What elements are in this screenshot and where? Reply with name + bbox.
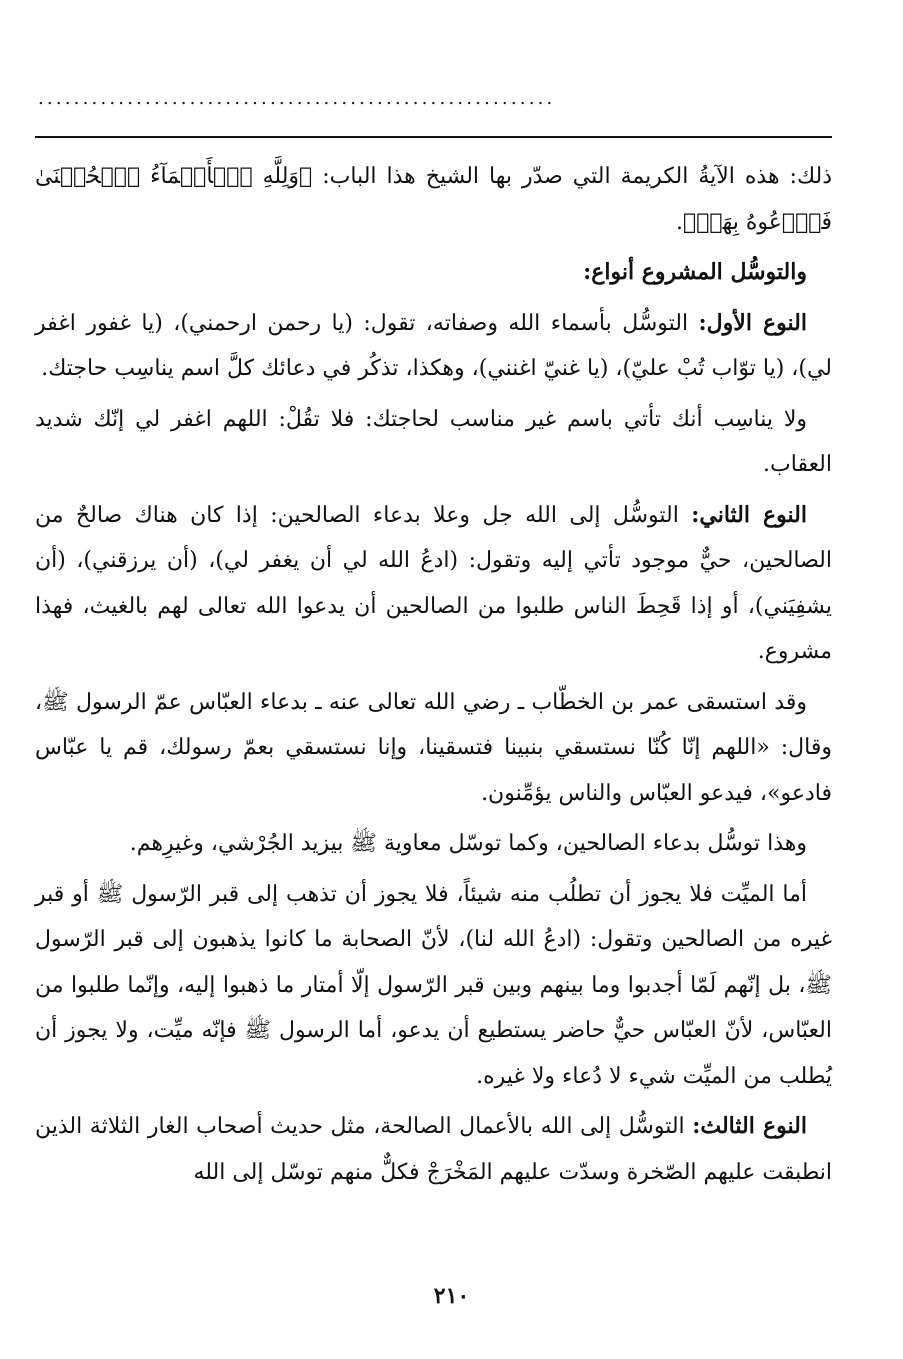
type-two-label: النوع الثاني:	[691, 501, 807, 528]
dotted-separator: ..........................................................	[38, 88, 556, 109]
header-rule	[35, 136, 832, 138]
type-three-label: النوع الثالث:	[692, 1113, 807, 1139]
page-number: ٢١٠	[433, 1283, 470, 1309]
type-one-label: النوع الأول:	[698, 309, 807, 336]
body-text	[35, 154, 832, 1200]
paragraph-type-three	[35, 1104, 832, 1195]
paragraph-type-one	[35, 301, 832, 392]
section-heading: والتوسُّل المشروع أنواع:	[583, 259, 807, 285]
paragraph-intro: ذلك: هذه الآيةُ الكريمة التي صدّر بها الشيخ هذا الباب: ﴿وَلِلَّهِ ٱلۡأَسۡمَآءُ ٱلۡحُسۡنَىٰ فَٱدۡعُوهُ بِهَاۖ﴾.	[35, 164, 832, 235]
type-one-text: التوسُّل بأسماء الله وصفاته، تقول: (يا رحمن ارحمني)، (يا غفور اغفر لي)، (يا توّاب تُبْ عليّ)، (يا غنيّ اغنني)، وهكذا، تذكُر في دعائك كلَّ اسم يناسِب حاجتك.	[35, 310, 832, 381]
paragraph-deceased: أما الميِّت فلا يجوز أن تطلُب منه شيئاً، فلا يجوز أن تذهب إلى قبر الرّسول ﷺ أو قبر غيره من الصالحين وتقول: (ادعُ الله لنا)، لأنّ الصحابة ما كانوا يذهبون إلى قبر الرّسول ﷺ، بل إنّهم لَمّا أجدبوا وما بينهم وبين قبر الرّسول إلّا أمتار ما ذهبوا إليه، وإنّما طلبوا من العبّاس، لأنّ العبّاس حيٌّ حاضر يستطيع أن يدعو، أما الرسول ﷺ فإنّه ميِّت، ولا يجوز أن يُطلب من الميِّت شيء لا دُعاء ولا غيره.	[35, 881, 832, 1089]
type-three-text: التوسُّل إلى الله بالأعمال الصالحة، مثل حديث أصحاب الغار الثلاثة الذين انطبقت عليهم الصّخرة وسدّت عليهم المَخْرَجْ فكلٌّ منهم توسّل إلى الله	[35, 1114, 832, 1185]
paragraph-type-two	[35, 493, 832, 675]
type-two-text: التوسُّل إلى الله جل وعلا بدعاء الصالحين: إذا كان هناك صالحٌ من الصالحين، حيٌّ موجود تأتي إليه وتقول: (ادعُ الله لي أن يغفر لي)، (أن يرزقني)، (أن يشفِيَني)، أو إذا قَحِطَ الناس طلبوا من الصالحين أن يدعوا الله تعالى لهم بالغيث، فهذا مشروع.	[35, 502, 832, 664]
paragraph-muawiya: وهذا توسُّل بدعاء الصالحين، وكما توسّل معاوية ﷺ بيزيد الجُرْشي، وغيرِهم.	[129, 831, 807, 856]
paragraph-note: ولا يناسِب أنك تأتي باسم غير مناسب لحاجتك: فلا تقُلْ: اللهم اغفر لي إنّك شديد العقاب.	[35, 406, 832, 477]
paragraph-umar: وقد استسقى عمر بن الخطّاب ـ رضي الله تعالى عنه ـ بدعاء العبّاس عمّ الرسول ﷺ، وقال: «اللهم إنّا كُنّا نستسقي بنبينا فتسقينا، وإنا نستسقي بعمّ رسولك، قم يا عبّاس فادعو»، فيدعو العبّاس والناس يؤمِّنون.	[35, 689, 833, 806]
